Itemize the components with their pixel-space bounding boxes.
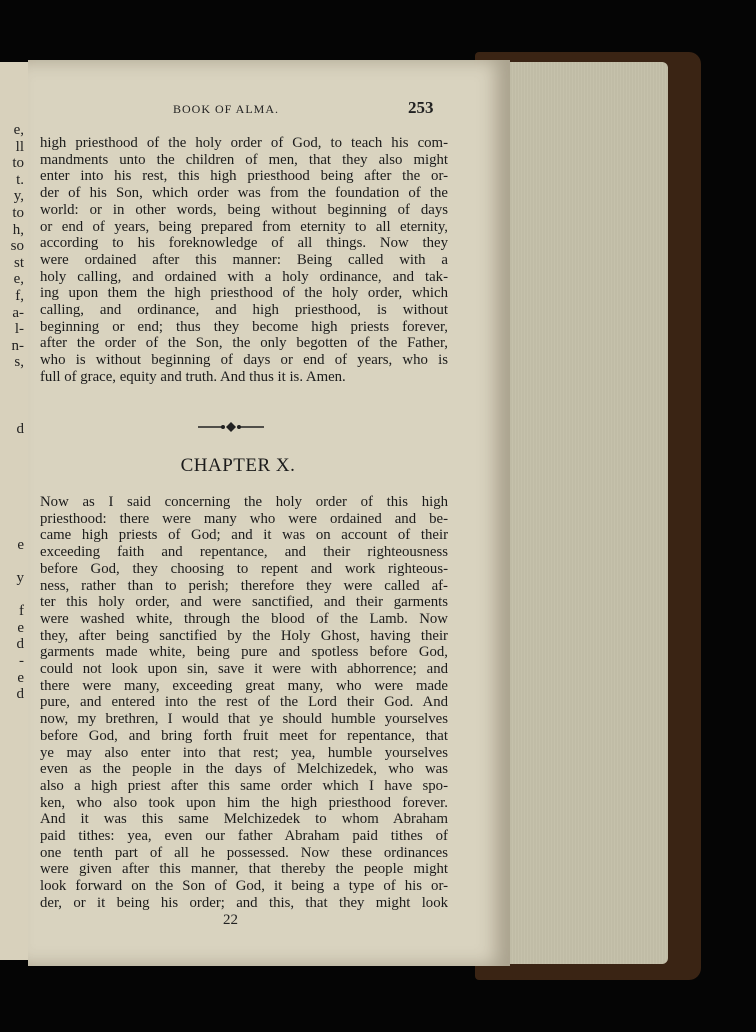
- left-fragment: e: [17, 536, 24, 553]
- text-line: there were many, exceeding great many, who were made: [40, 677, 448, 694]
- left-fragment: f,: [15, 287, 24, 304]
- text-line: ness, rather than to perish; therefore they were called af-: [40, 577, 448, 594]
- chapter-paragraph: [40, 494, 448, 912]
- left-fragment: ll: [15, 138, 24, 155]
- left-fragment: [0, 487, 24, 504]
- text-line: after the order of the Son, the only begotten of the Father,: [40, 335, 448, 352]
- left-page-edge: [0, 62, 30, 960]
- text-line: they, after being sanctified by the Holy Ghost, having their: [40, 627, 448, 644]
- chapter-heading: CHAPTER X.: [180, 455, 296, 476]
- text-line: were washed white, through the blood of the Lamb. Now: [40, 610, 448, 627]
- text-line: enter into his rest, this high priesthood being after the or-: [40, 168, 448, 185]
- left-fragment: [0, 371, 24, 388]
- text-line: ter this holy order, and were sanctified, and their garments: [40, 594, 448, 611]
- left-fragment: d: [16, 686, 24, 703]
- text-line: beginning or end; thus they become high priests forever,: [40, 318, 448, 335]
- text-line: And it was this same Melchizedek to whom Abraham: [40, 811, 448, 828]
- text-line: garments made white, being pure and spotless before God,: [40, 644, 448, 661]
- left-fragment: [0, 504, 24, 521]
- text-line: were ordained after this manner: Being called with a: [40, 251, 448, 268]
- text-line: priesthood: there were many who were ordained and be-: [40, 510, 448, 527]
- text-line: one tenth part of all he possessed. Now these ordinances: [40, 844, 448, 861]
- left-fragment: [0, 470, 24, 487]
- left-fragment: t.: [16, 171, 24, 188]
- left-fragment: h,: [12, 221, 24, 238]
- page-edges: [508, 62, 668, 964]
- left-fragment: n-: [11, 337, 24, 354]
- page-number: 253: [408, 98, 434, 117]
- left-fragment: to: [12, 155, 24, 172]
- text-line: paid tithes: yea, even our father Abraham paid tithes of: [40, 828, 448, 845]
- ornament-divider: [196, 420, 266, 434]
- text-line: ye may also enter into that rest; yea, humble yourselves: [40, 744, 448, 761]
- text-line: according to his foreknowledge of all things. Now they: [40, 235, 448, 252]
- text-line: high priesthood of the holy order of God, to teach his com-: [40, 135, 448, 151]
- signature-mark: 22: [223, 912, 238, 928]
- text-line: Now as I said concerning the holy order of this high: [40, 494, 448, 510]
- text-line: ken, who also took upon him the high priesthood forever.: [40, 794, 448, 811]
- text-line: ing upon them the high priesthood of the holy order, which: [40, 285, 448, 302]
- paragraph-continuation: [40, 135, 448, 386]
- left-fragment: [0, 454, 24, 471]
- text-line: or end of years, being prepared from eternity to all eternity,: [40, 218, 448, 235]
- left-fragment: [0, 404, 24, 421]
- left-page-text-fragments: [0, 122, 28, 703]
- text-line: der of his Son, which order was from the foundation of the: [40, 185, 448, 202]
- text-line: also a high priest after this same order which I have spo-: [40, 777, 448, 794]
- text-line: full of grace, equity and truth. And thus it is. Amen.: [40, 368, 346, 385]
- left-fragment: s,: [14, 354, 24, 371]
- left-fragment: y: [16, 570, 24, 587]
- text-line: pure, and entered into the rest of the Lord their God. And: [40, 694, 448, 711]
- text-line: who is without beginning of days or end of years, who is: [40, 352, 448, 369]
- text-line: came high priests of God; and it was on account of their: [40, 527, 448, 544]
- left-fragment: f: [19, 603, 24, 620]
- text-line: look forward on the Son of God, it being a type of his or-: [40, 878, 448, 895]
- running-title: BOOK OF ALMA.: [173, 102, 280, 116]
- left-fragment: so: [10, 238, 24, 255]
- text-line: exceeding faith and repentance, and their righteousness: [40, 544, 448, 561]
- text-line: before God, and bring forth fruit meet for repentance, that: [40, 727, 448, 744]
- text-line: world: or in other words, being without beginning of days: [40, 201, 448, 218]
- text-line: were given after this manner, that thereby the people might: [40, 861, 448, 878]
- text-line: der, or it being his order; and this, that they might look: [40, 894, 448, 911]
- left-fragment: e: [17, 669, 24, 686]
- book-page: [28, 60, 510, 966]
- text-line: could not look upon sin, save it were with abhorrence; and: [40, 661, 448, 678]
- left-fragment: e,: [13, 122, 24, 138]
- left-fragment: d: [16, 636, 24, 653]
- text-line: even as the people in the days of Melchizedek, who was: [40, 761, 448, 778]
- left-fragment: d: [16, 420, 24, 437]
- left-fragment: l-: [14, 321, 24, 338]
- left-fragment: [0, 520, 24, 537]
- left-fragment: e: [17, 619, 24, 636]
- left-fragment: [0, 553, 24, 570]
- left-fragment: a-: [12, 304, 24, 321]
- left-fragment: -: [19, 653, 24, 669]
- text-line: now, my brethren, I would that ye should humble yourselves: [40, 711, 448, 728]
- left-fragment: [0, 437, 24, 454]
- text-line: calling, and ordinance, and high priesthood, is without: [40, 302, 448, 319]
- text-line: holy calling, and ordained with a holy ordinance, and tak-: [40, 268, 448, 285]
- left-fragment: st: [13, 254, 24, 271]
- text-line: before God, they choosing to repent and work righteous-: [40, 560, 448, 577]
- left-fragment: [0, 587, 24, 604]
- left-fragment: y,: [13, 188, 24, 205]
- text-line: mandments unto the children of men, that they also might: [40, 151, 448, 168]
- running-header: [28, 98, 510, 122]
- left-fragment: to: [12, 204, 24, 221]
- left-fragment: e,: [13, 271, 24, 288]
- left-fragment: [0, 388, 24, 405]
